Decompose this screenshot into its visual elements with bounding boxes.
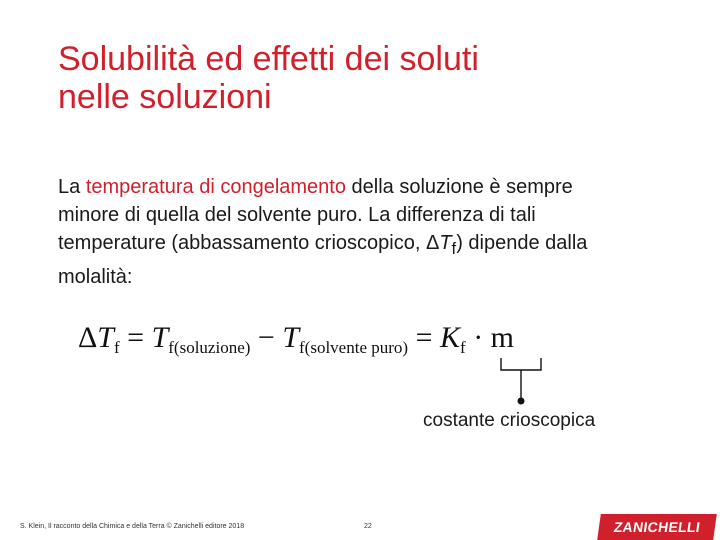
formula-t3: T xyxy=(282,321,300,354)
body-text-start: La xyxy=(58,176,86,198)
formula-minus: − xyxy=(250,321,283,354)
formula-dot-m: · m xyxy=(465,321,515,354)
formula-delta: Δ xyxy=(78,321,98,354)
body-symbol-sub-f: f xyxy=(451,239,457,258)
page-number: 22 xyxy=(364,523,372,530)
formula-t1: T xyxy=(97,321,114,354)
formula-sub-solution: f(soluzione) xyxy=(168,338,251,357)
formula-t2: T xyxy=(151,321,169,354)
formula-k: K xyxy=(440,321,461,354)
footer-citation: S. Klein, Il racconto della Chimica e della Terra © Zanichelli editore 2018 xyxy=(20,523,245,530)
title-line-1: Solubilità ed effetti dei soluti xyxy=(58,40,479,78)
cryoscopic-constant-label: costante crioscopica xyxy=(423,410,596,431)
bracket-dot xyxy=(518,398,525,405)
body-text-middle: della soluzione è sempre minore di quella del solvente puro. La differenza di tali temperature (abbassamento crioscopico, Δ xyxy=(58,176,573,254)
body-symbol-t: T xyxy=(439,232,452,254)
formula-sub-solvent: f(solvente puro) xyxy=(299,338,409,357)
formula-k-sub-f: f xyxy=(460,338,466,357)
bracket-line xyxy=(501,358,541,400)
formula-equals: = xyxy=(119,321,152,354)
formula-sub-f: f xyxy=(113,338,120,357)
title-line-2: nelle soluzioni xyxy=(58,78,272,116)
body-text-end: ) dipende dalla molalità: xyxy=(58,232,588,288)
highlight-freezing-temperature: temperatura di congelamento xyxy=(85,176,346,198)
zanichelli-logo: ZANICHELLI xyxy=(597,514,717,540)
formula-equals-2: = xyxy=(408,321,440,354)
